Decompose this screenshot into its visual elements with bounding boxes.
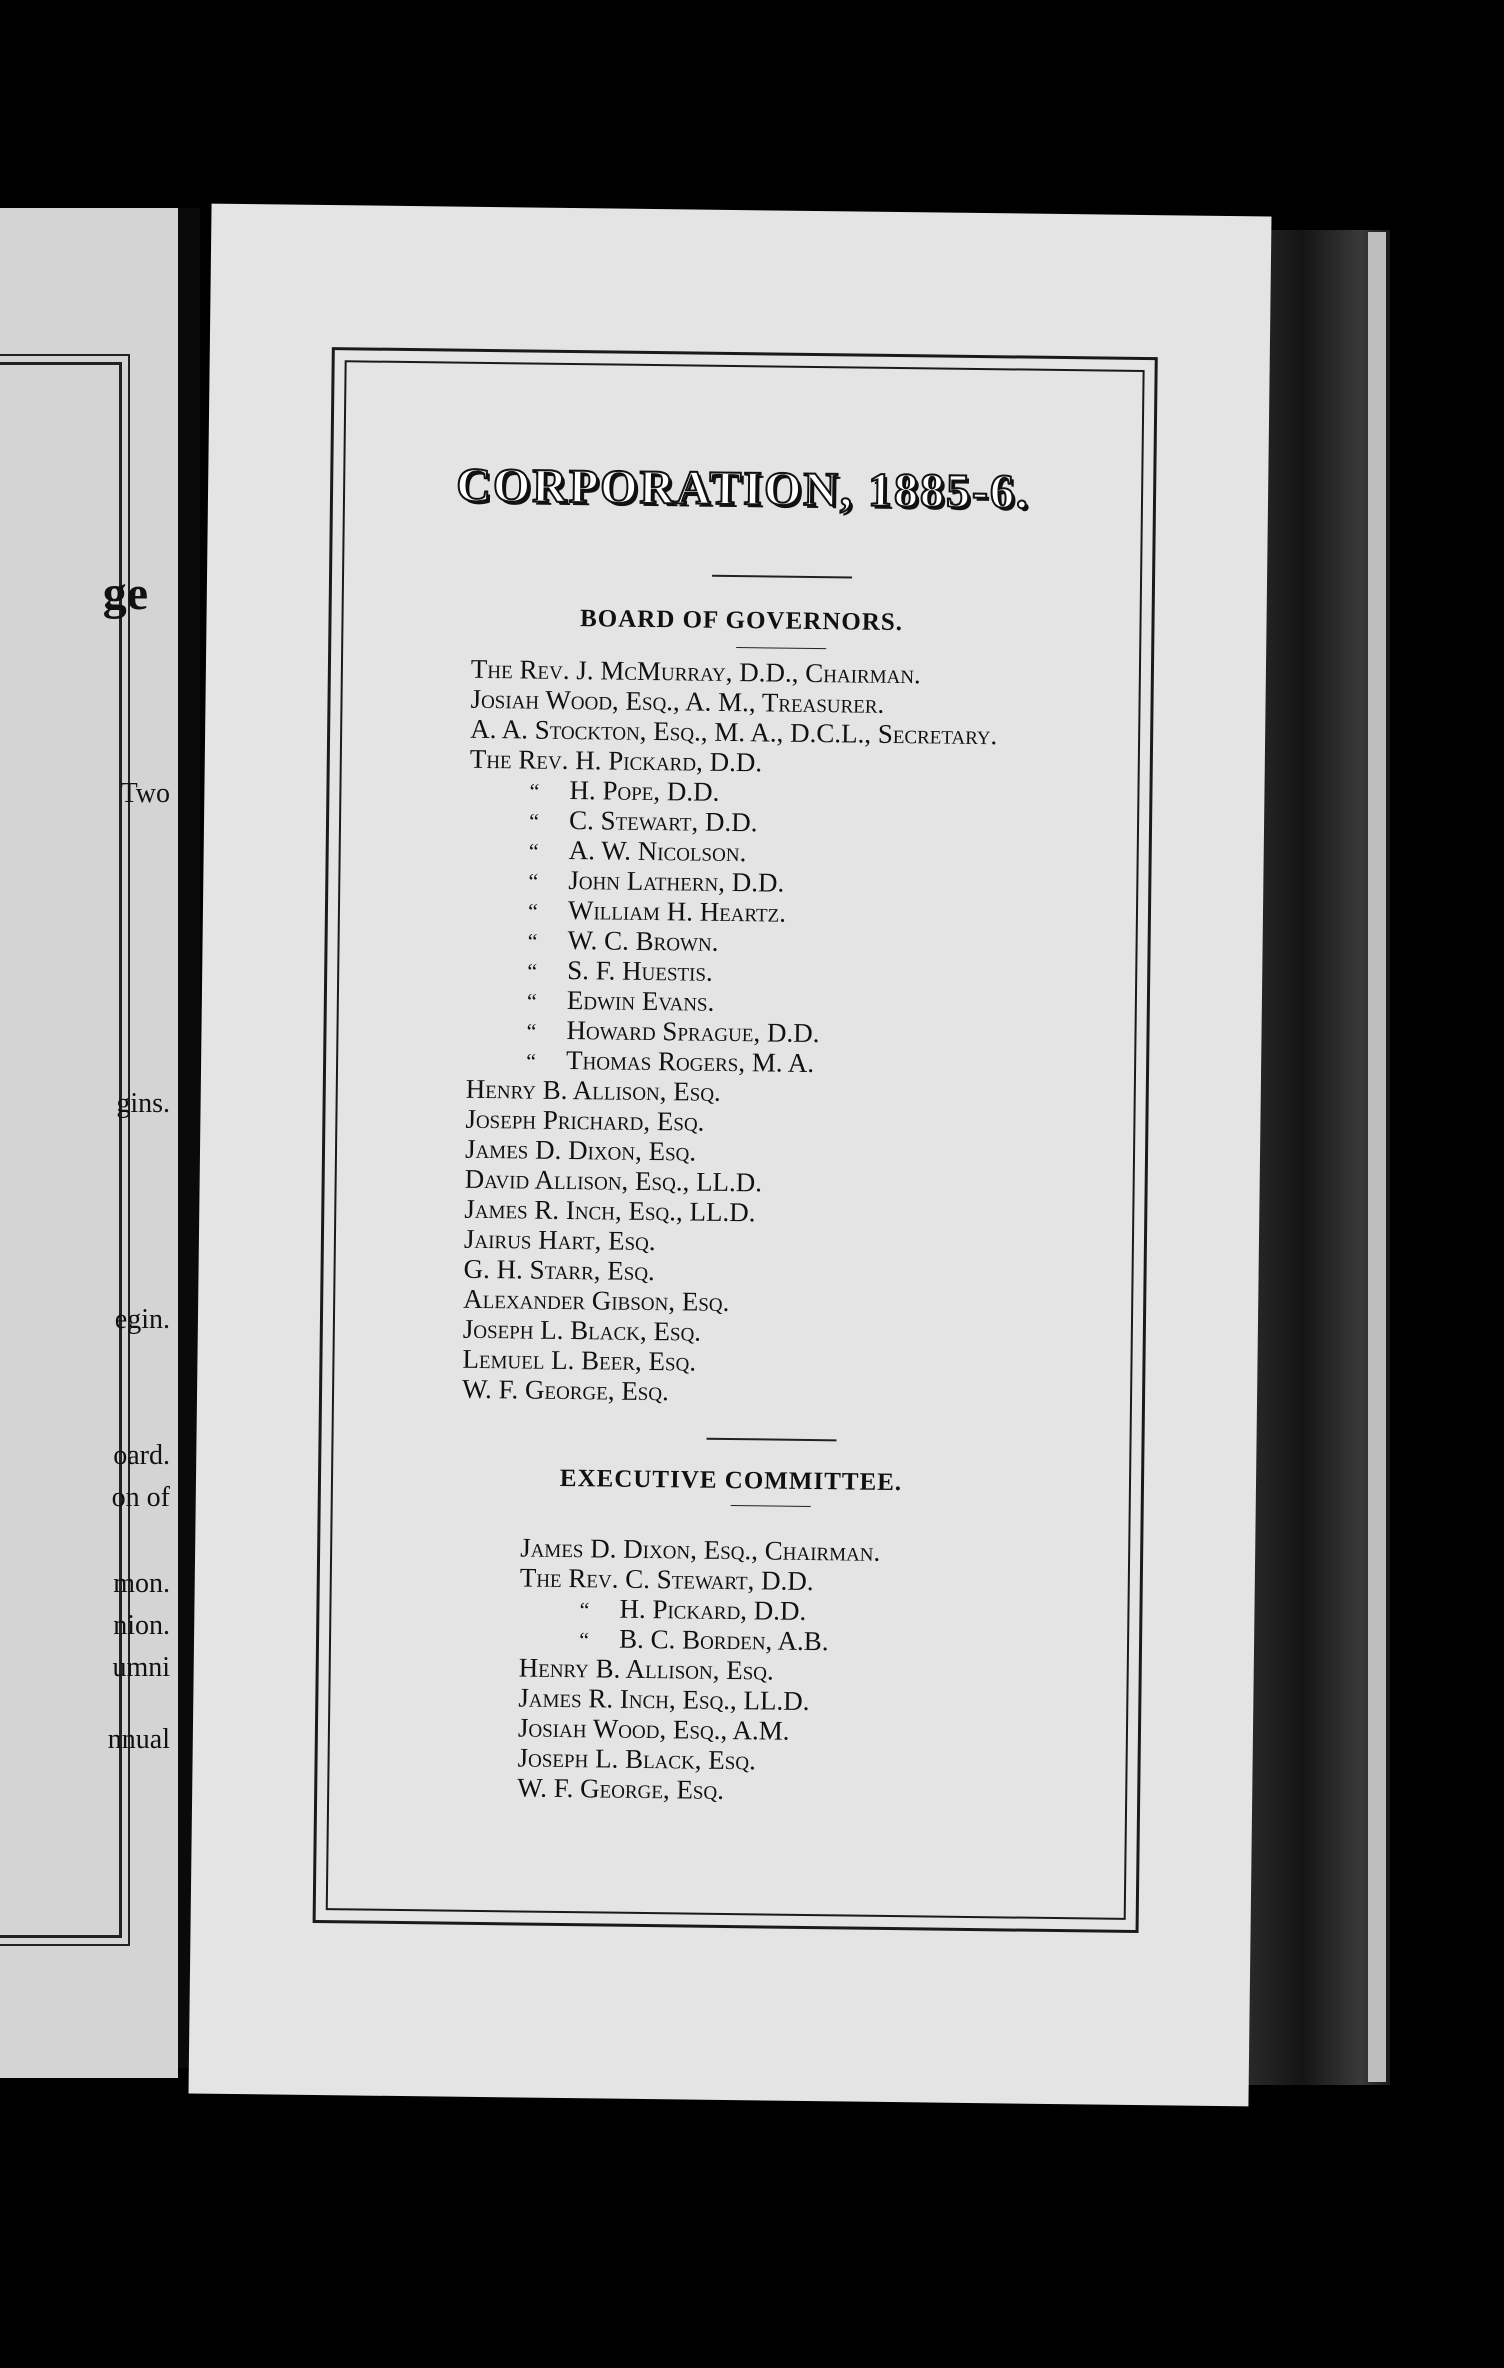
page-border bbox=[313, 347, 1158, 1933]
left-line-fragment: Two bbox=[120, 778, 170, 809]
ditto-mark: “ bbox=[528, 838, 539, 864]
list-item: “ H. Pickard, D.D. bbox=[519, 1592, 879, 1626]
list-item: Joseph Prichard, Esq. bbox=[465, 1103, 705, 1137]
list-item: The Rev. C. Stewart, D.D. bbox=[519, 1562, 814, 1597]
list-item: “ William H. Heartz. bbox=[468, 894, 995, 930]
left-line-fragment: nion. bbox=[113, 1610, 170, 1641]
list-item: Henry B. Allison, Esq. bbox=[518, 1652, 774, 1686]
list-item: The Rev. H. Pickard, D.D. bbox=[469, 743, 763, 778]
ditto-mark: “ bbox=[526, 1018, 537, 1044]
list-item: “ Thomas Rogers, M. A. bbox=[466, 1044, 993, 1080]
left-line-fragment: mon. bbox=[113, 1568, 170, 1599]
list-item: G. H. Starr, Esq. bbox=[463, 1253, 655, 1287]
left-title-fragment: ge bbox=[102, 567, 148, 620]
list-item: Henry B. Allison, Esq. bbox=[465, 1073, 721, 1107]
ditto-mark: “ bbox=[527, 898, 538, 924]
list-item: “ Howard Sprague, D.D. bbox=[466, 1014, 993, 1050]
ditto-mark: “ bbox=[528, 868, 539, 894]
list-item: “ S. F. Huestis. bbox=[467, 954, 994, 990]
left-line-fragment: egin. bbox=[114, 1304, 170, 1335]
list-item: James R. Inch, Esq., LL.D. bbox=[464, 1193, 756, 1228]
left-facing-page bbox=[0, 208, 178, 2078]
list-item: Alexander Gibson, Esq. bbox=[463, 1283, 730, 1318]
ditto-mark: “ bbox=[526, 1048, 537, 1074]
list-item: The Rev. J. McMurray, D.D., Chairman. bbox=[470, 653, 921, 690]
left-line-fragment: on of bbox=[111, 1482, 170, 1513]
list-item: “ Edwin Evans. bbox=[467, 984, 994, 1020]
executive-committee-list bbox=[517, 1532, 880, 1806]
list-item: Jairus Hart, Esq. bbox=[463, 1223, 656, 1257]
list-item: “ H. Pope, D.D. bbox=[469, 774, 996, 810]
list-item: Joseph L. Black, Esq. bbox=[517, 1742, 756, 1776]
ditto-mark: “ bbox=[529, 778, 540, 804]
ditto-mark: “ bbox=[579, 1597, 590, 1623]
list-item: “ A. W. Nicolson. bbox=[469, 834, 996, 870]
list-item: “ C. Stewart, D.D. bbox=[469, 804, 996, 840]
page-title: CORPORATION, 1885-6. bbox=[455, 458, 1031, 519]
ditto-mark: “ bbox=[579, 1627, 590, 1653]
board-of-governors-list bbox=[462, 654, 998, 1410]
list-item: Joseph L. Black, Esq. bbox=[462, 1313, 702, 1347]
ditto-mark: “ bbox=[527, 928, 538, 954]
list-item: W. F. George, Esq. bbox=[517, 1772, 725, 1805]
left-line-fragment: gins. bbox=[116, 1088, 170, 1119]
book-edge-highlight bbox=[1368, 232, 1386, 2082]
ditto-mark: “ bbox=[527, 958, 538, 984]
list-item: James D. Dixon, Esq. bbox=[464, 1133, 697, 1167]
executive-committee-title: EXECUTIVE COMMITTEE. bbox=[559, 1464, 903, 1497]
ditto-mark: “ bbox=[529, 808, 540, 834]
left-line-fragment: nnual bbox=[107, 1724, 170, 1755]
list-item: James D. Dixon, Esq., Chairman. bbox=[520, 1532, 881, 1567]
list-item: W. F. George, Esq. bbox=[461, 1373, 670, 1407]
list-item: Lemuel L. Beer, Esq. bbox=[462, 1343, 697, 1377]
ditto-mark: “ bbox=[526, 988, 537, 1014]
board-of-governors-title: BOARD OF GOVERNORS. bbox=[579, 605, 904, 637]
left-line-fragment: umni bbox=[112, 1652, 170, 1683]
left-line-fragment: oard. bbox=[113, 1440, 170, 1471]
right-page bbox=[188, 204, 1271, 2107]
list-item: James R. Inch, Esq., LL.D. bbox=[518, 1682, 810, 1717]
list-item: Josiah Wood, Esq., A. M., Treasurer. bbox=[470, 683, 885, 719]
list-item: A. A. Stockton, Esq., M. A., D.C.L., Secretary. bbox=[470, 713, 998, 751]
list-item: “ B. C. Borden, A.B. bbox=[519, 1622, 879, 1656]
list-item: David Allison, Esq., LL.D. bbox=[464, 1163, 763, 1198]
list-item: Josiah Wood, Esq., A.M. bbox=[517, 1712, 790, 1746]
list-item: “ John Lathern, D.D. bbox=[468, 864, 995, 900]
list-item: “ W. C. Brown. bbox=[467, 924, 994, 960]
